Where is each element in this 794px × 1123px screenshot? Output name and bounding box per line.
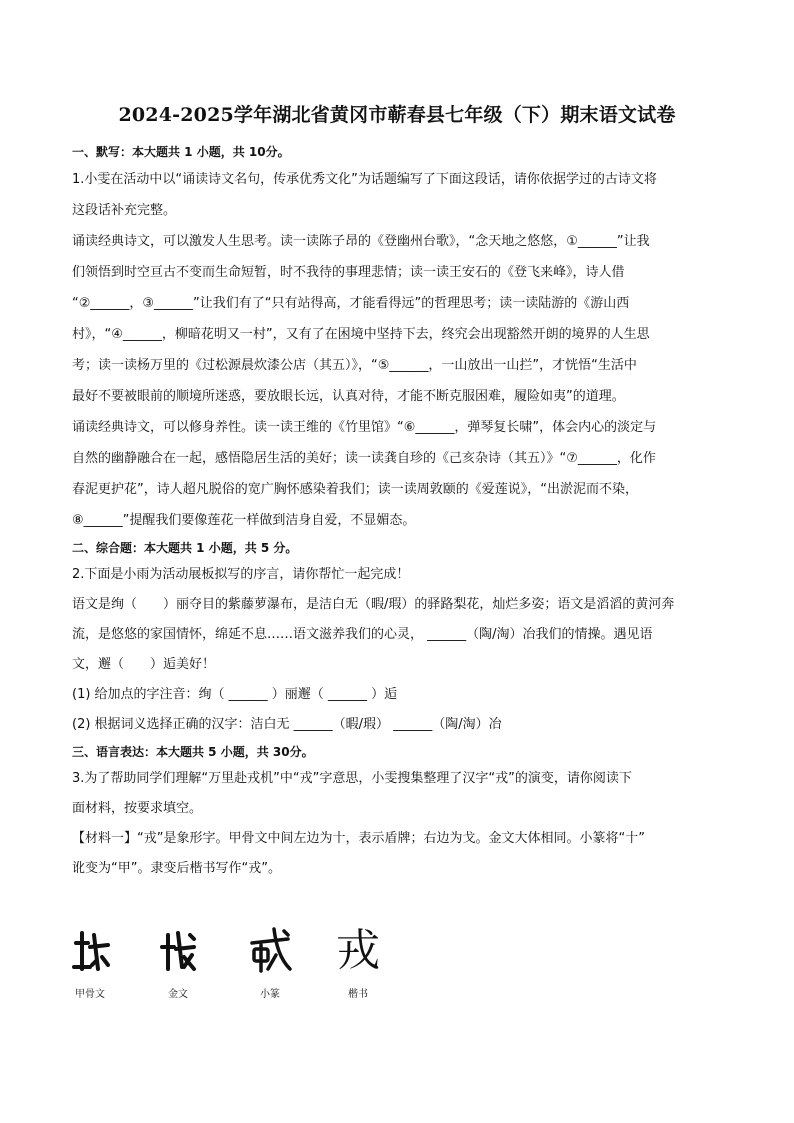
question-2 xyxy=(72,560,724,740)
glyph-label: 小篆 xyxy=(260,989,280,1000)
q1-line: ⑧______”提醒我们要像莲花一样做到洁身自爱，不显媚态。 xyxy=(72,513,416,528)
q2-line: 2.下面是小雨为活动展板拟写的序言，请你帮忙一起完成！ xyxy=(72,567,410,582)
q2-subquestion-1: (1) 给加点的字注音：绚（ ______ ）丽邂（ ______ ）逅 xyxy=(72,687,398,702)
q2-line: 流，是悠悠的家国情怀，绵延不息……语文滋养我们的心灵， ______（陶/淘）冶我们的情操。遇见语 xyxy=(72,627,653,642)
q2-subquestion-2: (2) 根据词义选择正确的汉字：洁白无 ______（暇/瑕） ______（陶/淘）冶 xyxy=(72,717,502,732)
question-1 xyxy=(72,164,724,536)
glyph-label: 金文 xyxy=(168,989,188,1000)
page-title: 2024-2025学年湖北省黄冈市蕲春县七年级（下）期末语文试卷 xyxy=(118,104,676,126)
q3-material-line: 【材料一】“戎”是象形字。甲骨文中间左边为十，表示盾牌；右边为戈。金文大体相同。小篆将“十” xyxy=(72,831,645,846)
q3-line: 3.为了帮助同学们理解“万里赴戎机”中“戎”字意思，小雯搜集整理了汉字“戎”的演变，请你阅读下 xyxy=(72,771,632,786)
q1-line: 春泥更护花”，诗人超凡脱俗的宽广胸怀感染着我们；读一读周敦颐的《爱莲说》，“出淤泥而不染， xyxy=(72,482,638,497)
q1-line: 1.小雯在活动中以“诵读诗文名句，传承优秀文化”为话题编写了下面这段话，请你依据学过的古诗文将 xyxy=(72,172,657,187)
rong-evolution-figure xyxy=(72,925,472,1005)
glyph-label: 楷书 xyxy=(348,989,368,1000)
q3-material-line: 讹变为“甲”。隶变后楷书写作“戎”。 xyxy=(72,861,281,876)
q1-line: 们领悟到时空亘古不变而生命短暂，时不我待的事理悲情；读一读王安石的《登飞来峰》，诗人借 xyxy=(72,265,625,280)
q1-line: 村》，“④______，柳暗花明又一村”，又有了在困境中坚持下去，终究会出现豁然开朗的境界的人生思 xyxy=(72,327,650,342)
q1-line: 这段话补充完整。 xyxy=(72,203,177,218)
q1-line: 最好不要被眼前的顺境所迷惑，要放眼长远，认真对待，才能不断克服困难，履险如夷”的道理。 xyxy=(72,389,625,404)
section-heading-3: 三、语言表达：本大题共 5 小题，共 30分。 xyxy=(72,745,314,759)
q1-line: “②______，③______”让我们有了“只有站得高，才能看得远”的哲理思考；读一读陆游的《游山西 xyxy=(72,296,630,311)
q1-line: 自然的幽静融合在一起，感悟隐居生活的美好；读一读龚自珍的《己亥杂诗（其五）》“⑦______，化作 xyxy=(72,451,656,466)
q1-line: 诵读经典诗文，可以激发人生思考。读一读陈子昂的《登幽州台歌》，“念天地之悠悠，①______”让我 xyxy=(72,234,650,249)
oracle-bone-rong-glyph xyxy=(60,925,120,977)
question-3 xyxy=(72,764,724,884)
q1-line: 诵读经典诗文，可以修身养性。读一读王维的《竹里馆》“⑥______，弹琴复长啸”，体会内心的淡定与 xyxy=(72,420,657,435)
bronze-rong-glyph xyxy=(148,925,208,977)
regular-script-char: 戎 xyxy=(336,925,380,976)
q2-line: 文，邂（ ）逅美好！ xyxy=(72,657,216,672)
regular-script-rong-glyph xyxy=(328,925,388,977)
q2-line: 语文是绚（ ）丽夺目的紫藤萝瀑布，是洁白无（暇/瑕）的驿路梨花，灿烂多姿；语文是滔滔的黄河奔 xyxy=(72,597,675,612)
glyph-label: 甲骨文 xyxy=(75,989,105,1000)
exam-content xyxy=(72,140,724,884)
q3-line: 面材料，按要求填空。 xyxy=(72,801,203,816)
seal-rong-glyph xyxy=(240,925,300,977)
section-heading-1: 一、默写：本大题共 1 小题，共 10分。 xyxy=(72,145,290,159)
q1-line: 考；读一读杨万里的《过松源晨炊漆公店（其五）》，“⑤______，一山放出一山拦”，才恍悟“生活中 xyxy=(72,358,637,373)
section-heading-2: 二、综合题：本大题共 1 小题，共 5 分。 xyxy=(72,541,298,555)
